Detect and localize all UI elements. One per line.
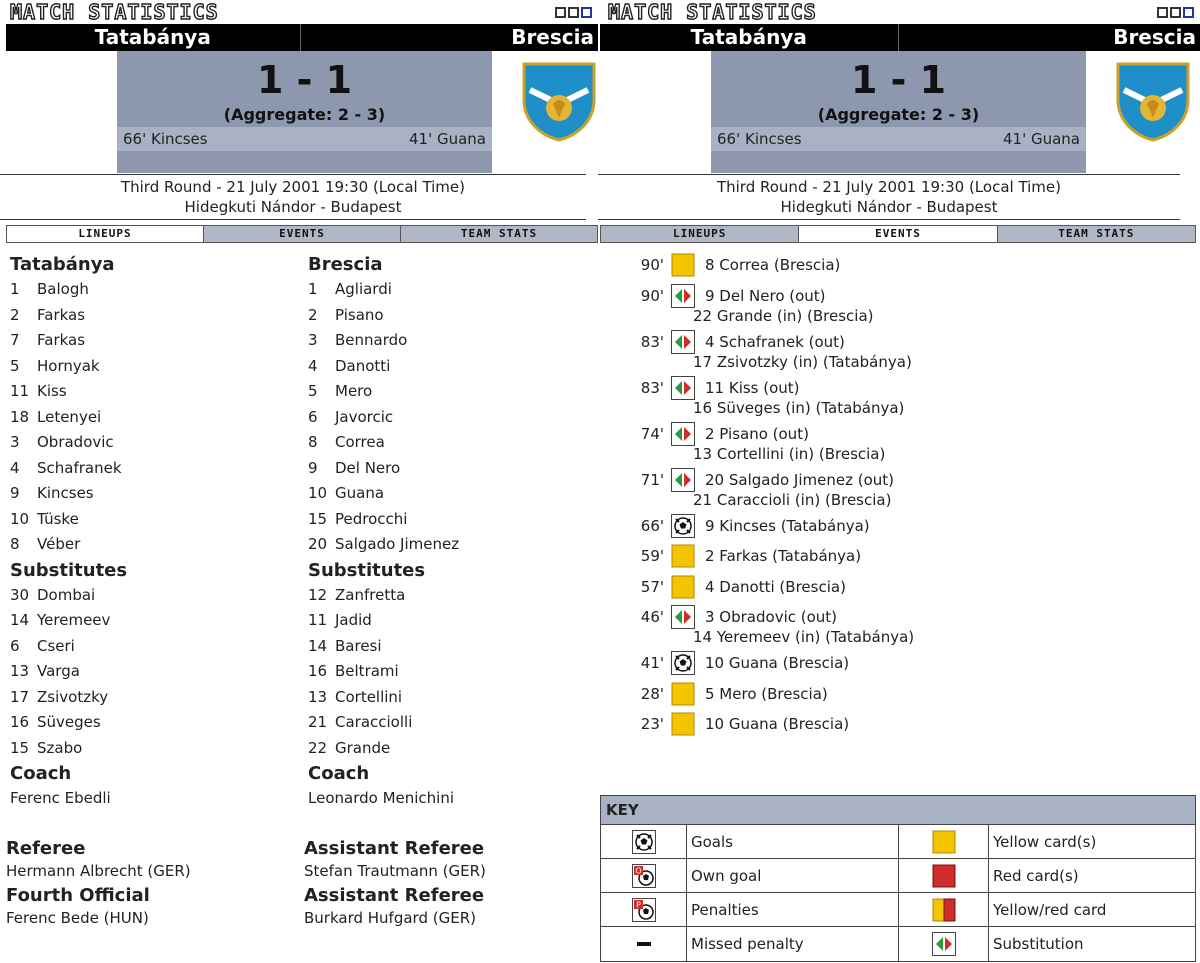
player-row[interactable]	[308, 532, 598, 558]
event-line: 9 Del Nero (out)	[705, 286, 826, 305]
player-row[interactable]	[308, 430, 598, 456]
yellow-card-icon	[671, 682, 695, 706]
substitution-icon	[671, 376, 695, 400]
tab-team-stats[interactable]: TEAM STATS	[401, 226, 597, 242]
player-name: Szabo	[37, 738, 83, 757]
player-name: Caracciolli	[335, 713, 413, 731]
player-name: Zsivotzky	[37, 687, 109, 706]
away-team-name: Brescia	[511, 25, 594, 49]
event-line: 13 Cortellini (in) (Brescia)	[693, 444, 886, 463]
event-minute: 90'	[640, 256, 664, 274]
player-number: 2	[10, 305, 20, 324]
events-list	[598, 252, 1198, 742]
player-row[interactable]	[308, 354, 598, 380]
player-number: 12	[308, 585, 328, 604]
goal-icon	[671, 514, 695, 538]
score-box	[117, 51, 492, 173]
substitute-row[interactable]	[10, 634, 300, 660]
player-number: 4	[308, 356, 318, 375]
event-line: 8 Correa (Brescia)	[705, 256, 841, 274]
key-row	[601, 859, 1195, 893]
event-row	[598, 574, 1198, 605]
match-info	[0, 174, 586, 220]
key-label: Substitution	[993, 935, 1084, 953]
player-number: 30	[10, 585, 30, 604]
team-header	[600, 24, 1200, 51]
event-line: 10 Guana (Brescia)	[705, 654, 850, 672]
player-number: 13	[308, 687, 328, 706]
player-number: 5	[308, 382, 318, 400]
venue: Hidegkuti Nándor - Budapest	[184, 198, 402, 216]
event-row	[598, 711, 1198, 742]
key-label: Yellow card(s)	[993, 832, 1097, 851]
player-name: Dombai	[37, 585, 96, 604]
venue: Hidegkuti Nándor - Budapest	[780, 198, 998, 216]
player-name: Pedrocchi	[335, 509, 408, 528]
player-number: 9	[308, 458, 318, 477]
player-name: Javorcic	[335, 407, 394, 426]
coach-heading: Coach	[308, 763, 370, 784]
yellow-card-icon	[671, 712, 695, 736]
player-name: Cseri	[37, 636, 75, 655]
player-number: 15	[10, 738, 30, 757]
player-row[interactable]	[308, 481, 598, 507]
event-row	[598, 283, 1198, 329]
substitution-icon	[671, 422, 695, 446]
substitute-row[interactable]	[10, 608, 300, 634]
title-bar	[10, 2, 592, 22]
player-number: 8	[308, 433, 318, 451]
substitute-row[interactable]	[308, 659, 598, 685]
player-number: 7	[10, 331, 20, 349]
coach-name: Leonardo Menichini	[308, 789, 455, 807]
player-name: Baresi	[335, 636, 382, 655]
score: 1 - 1	[850, 58, 947, 102]
event-line: 21 Caraccioli (in) (Brescia)	[693, 490, 892, 509]
player-name: Kincses	[37, 484, 94, 502]
red-card-icon	[899, 859, 989, 892]
player-name: Bennardo	[335, 331, 408, 349]
aggregate-score: (Aggregate: 2 - 3)	[817, 105, 980, 124]
tab-events[interactable]: EVENTS	[204, 226, 401, 242]
event-row	[598, 329, 1198, 375]
tab-bar	[600, 225, 1196, 243]
event-minute: 71'	[640, 470, 664, 489]
player-row[interactable]	[10, 456, 300, 482]
player-name: Zanfretta	[335, 585, 406, 604]
scorers	[117, 127, 492, 151]
substitute-row[interactable]	[308, 736, 598, 762]
substitutes-heading: Substitutes	[308, 559, 426, 581]
brescia-crest-icon	[520, 60, 598, 142]
substitute-row[interactable]	[308, 608, 598, 634]
key-row	[601, 927, 1195, 961]
event-row	[598, 543, 1198, 574]
event-minute: 23'	[640, 715, 664, 733]
assistant-referee-label: Assistant Referee	[304, 885, 485, 906]
player-name: Salgado Jimenez	[335, 535, 460, 553]
player-number: 2	[308, 305, 318, 324]
penalty-icon	[601, 893, 687, 926]
event-line: 16 Süveges (in) (Tatabánya)	[693, 398, 905, 417]
panel-title: MATCH STATISTICS	[608, 0, 817, 24]
window-button-icon[interactable]	[1170, 7, 1181, 18]
away-lineup	[308, 252, 598, 812]
window-controls[interactable]	[555, 7, 592, 18]
substitute-row[interactable]	[308, 583, 598, 609]
player-name: Agliardi	[335, 280, 392, 298]
event-minute: 57'	[640, 577, 664, 596]
key-label: Yellow/red card	[993, 900, 1107, 919]
score-box	[711, 51, 1086, 173]
event-text	[705, 513, 870, 544]
window-button-icon[interactable]	[581, 7, 592, 18]
player-row[interactable]	[10, 354, 300, 380]
assistant-referee-label: Assistant Referee	[304, 838, 485, 859]
player-name: Süveges	[37, 713, 101, 731]
key-table	[600, 795, 1196, 962]
player-name: Del Nero	[335, 458, 401, 477]
substitute-row[interactable]	[10, 736, 300, 762]
player-row[interactable]	[10, 303, 300, 329]
team-heading: Brescia	[308, 254, 383, 275]
home-scorer: 66' Kincses	[123, 130, 208, 148]
event-minute: 28'	[640, 684, 664, 703]
goal-icon	[671, 651, 695, 675]
round-info: Third Round - 21 July 2001 19:30 (Local Time)	[716, 178, 1062, 196]
missed-penalty-icon	[601, 927, 687, 961]
player-number: 10	[308, 484, 328, 502]
player-row[interactable]	[10, 430, 300, 456]
event-line: 3 Obradovic (out)	[705, 608, 838, 626]
event-minute: 74'	[640, 424, 664, 443]
player-row[interactable]	[308, 456, 598, 482]
officials-right	[304, 838, 599, 932]
event-text	[693, 467, 894, 513]
tab-lineups[interactable]: LINEUPS	[7, 226, 204, 242]
player-number: 16	[308, 662, 328, 680]
event-line: 4 Schafranek (out)	[705, 332, 845, 351]
player-number: 8	[10, 535, 20, 553]
key-label: Goals	[687, 825, 899, 858]
tab-team-stats[interactable]: TEAM STATS	[998, 226, 1195, 242]
player-row[interactable]	[308, 277, 598, 303]
fourth-official-name: Ferenc Bede (HUN)	[6, 909, 149, 927]
home-lineup	[10, 252, 300, 812]
event-text	[705, 681, 828, 712]
player-number: 22	[308, 738, 328, 757]
player-number: 17	[10, 687, 30, 706]
event-minute: 59'	[640, 547, 664, 565]
player-number: 14	[308, 636, 328, 655]
coach-heading: Coach	[10, 763, 72, 784]
assistant-referee-name: Stefan Trautmann (GER)	[304, 862, 486, 880]
yellow-card-icon	[671, 575, 695, 599]
event-row	[598, 650, 1198, 681]
window-button-icon[interactable]	[568, 7, 579, 18]
event-minute: 41'	[640, 654, 664, 672]
player-row[interactable]	[10, 481, 300, 507]
player-number: 10	[10, 509, 30, 528]
player-number: 1	[308, 280, 318, 298]
player-name: Balogh	[37, 280, 89, 298]
event-line: 20 Salgado Jimenez (out)	[705, 470, 894, 489]
player-name: Tüske	[37, 509, 79, 528]
player-row[interactable]	[308, 507, 598, 533]
goal-icon	[601, 825, 687, 858]
player-number: 3	[308, 331, 318, 349]
home-team-name: Tatabánya	[600, 24, 899, 51]
key-row	[601, 893, 1195, 927]
event-minute: 66'	[640, 516, 664, 535]
title-bar	[608, 2, 1194, 22]
player-number: 13	[10, 662, 30, 680]
svg-text:O: O	[634, 866, 642, 875]
substitution-icon	[671, 284, 695, 308]
player-row[interactable]	[308, 328, 598, 354]
player-name: Correa	[335, 433, 385, 451]
coach-name: Ferenc Ebedli	[10, 789, 111, 807]
panel-title: MATCH STATISTICS	[10, 0, 219, 24]
event-line: 17 Zsivotzky (in) (Tatabánya)	[693, 352, 912, 371]
event-minute: 83'	[640, 332, 664, 351]
aggregate-score: (Aggregate: 2 - 3)	[223, 105, 386, 124]
player-number: 6	[10, 636, 20, 655]
tab-bar	[6, 225, 598, 243]
player-number: 11	[10, 382, 30, 400]
referee-name: Hermann Albrecht (GER)	[6, 862, 191, 880]
score: 1 - 1	[256, 58, 353, 102]
away-team-name: Brescia	[1113, 25, 1196, 49]
event-text	[693, 329, 912, 375]
player-row[interactable]	[10, 405, 300, 431]
player-number: 4	[10, 458, 20, 477]
event-text	[705, 711, 849, 742]
home-scorer: 66' Kincses	[717, 130, 802, 148]
player-number: 16	[10, 713, 30, 731]
event-line: 22 Grande (in) (Brescia)	[693, 306, 874, 325]
event-row	[598, 681, 1198, 712]
substitute-row[interactable]	[308, 710, 598, 736]
fourth-official-label: Fourth Official	[6, 885, 150, 906]
substitution-icon	[671, 468, 695, 492]
player-name: Obradovic	[37, 433, 114, 451]
substitute-row[interactable]	[10, 659, 300, 685]
key-label: Own goal	[687, 859, 899, 892]
player-name: Letenyei	[37, 407, 102, 426]
player-number: 21	[308, 713, 328, 731]
tab-events[interactable]: EVENTS	[799, 226, 997, 242]
substitution-icon	[899, 927, 989, 961]
player-number: 18	[10, 407, 30, 426]
event-minute: 46'	[640, 608, 664, 626]
team-header	[6, 24, 598, 51]
player-name: Farkas	[37, 331, 86, 349]
event-text	[693, 283, 874, 329]
player-name: Schafranek	[37, 458, 122, 477]
yellow-card-icon	[671, 253, 695, 277]
player-row[interactable]	[308, 303, 598, 329]
player-name: Jadid	[335, 611, 372, 629]
key-title: KEY	[601, 796, 1195, 825]
player-number: 20	[308, 535, 328, 553]
event-row	[598, 375, 1198, 421]
player-row[interactable]	[308, 405, 598, 431]
home-team-name: Tatabánya	[6, 24, 301, 51]
player-row[interactable]	[10, 328, 300, 354]
event-text	[693, 421, 886, 467]
player-name: Beltrami	[335, 662, 399, 680]
substitute-row[interactable]	[10, 710, 300, 736]
player-name: Danotti	[335, 356, 391, 375]
event-line: 2 Farkas (Tatabánya)	[705, 547, 862, 565]
window-button-icon[interactable]	[1157, 7, 1168, 18]
player-number: 1	[10, 280, 20, 298]
player-name: Pisano	[335, 305, 384, 324]
player-name: Grande	[335, 738, 391, 757]
key-row	[601, 825, 1195, 859]
yellow-red-card-icon	[899, 893, 989, 926]
away-scorer: 41' Guana	[409, 130, 486, 148]
assistant-referee-name: Burkard Hufgard (GER)	[304, 909, 476, 927]
substitution-icon	[671, 330, 695, 354]
event-row	[598, 421, 1198, 467]
player-name: Véber	[37, 535, 81, 553]
player-row[interactable]	[308, 379, 598, 405]
window-button-icon[interactable]	[555, 7, 566, 18]
event-line: 5 Mero (Brescia)	[705, 684, 828, 703]
player-number: 3	[10, 433, 20, 451]
substitutes-heading: Substitutes	[10, 559, 128, 581]
event-line: 4 Danotti (Brescia)	[705, 577, 846, 596]
player-number: 5	[10, 356, 20, 375]
player-name: Mero	[335, 382, 373, 400]
referee-label: Referee	[6, 838, 86, 859]
event-line: 10 Guana (Brescia)	[705, 715, 850, 733]
player-name: Hornyak	[37, 356, 100, 375]
yellow-card-icon	[899, 825, 989, 858]
brescia-crest-icon	[1114, 60, 1192, 142]
lineups-panel	[0, 0, 598, 963]
player-name: Cortellini	[335, 687, 403, 706]
player-name: Varga	[37, 662, 80, 680]
player-name: Kiss	[37, 382, 67, 400]
scorers	[711, 127, 1086, 151]
svg-text:P: P	[635, 900, 641, 909]
event-row	[598, 467, 1198, 513]
event-text	[705, 650, 849, 681]
event-line: 14 Yeremeev (in) (Tatabánya)	[693, 628, 915, 646]
team-heading: Tatabánya	[10, 254, 115, 275]
window-controls[interactable]	[1157, 7, 1194, 18]
event-minute: 90'	[640, 286, 664, 305]
yellow-card-icon	[671, 544, 695, 568]
player-name: Farkas	[37, 305, 86, 324]
key-label: Red card(s)	[993, 866, 1079, 885]
substitute-row[interactable]	[10, 685, 300, 711]
player-number: 15	[308, 509, 328, 528]
event-row	[598, 252, 1198, 283]
event-line: 9 Kincses (Tatabánya)	[705, 516, 870, 535]
player-number: 6	[308, 407, 318, 426]
key-label: Penalties	[687, 893, 899, 926]
player-row[interactable]	[10, 532, 300, 558]
round-info: Third Round - 21 July 2001 19:30 (Local Time)	[120, 178, 466, 196]
player-number: 14	[10, 611, 30, 629]
player-row[interactable]	[10, 379, 300, 405]
player-name: Yeremeev	[37, 611, 111, 629]
event-text	[705, 574, 846, 605]
event-row	[598, 513, 1198, 544]
event-line: 2 Pisano (out)	[705, 424, 809, 443]
event-row	[598, 604, 1198, 650]
player-number: 11	[308, 611, 328, 629]
tab-lineups[interactable]: LINEUPS	[601, 226, 799, 242]
event-minute: 83'	[640, 378, 664, 397]
player-row[interactable]	[10, 507, 300, 533]
player-number: 9	[10, 484, 20, 502]
match-info	[598, 174, 1180, 220]
event-text	[705, 543, 861, 574]
substitute-row[interactable]	[308, 685, 598, 711]
substitute-row[interactable]	[10, 583, 300, 609]
officials-left	[6, 838, 301, 932]
substitute-row[interactable]	[308, 634, 598, 660]
own-goal-icon	[601, 859, 687, 892]
player-row[interactable]	[10, 277, 300, 303]
event-line: 11 Kiss (out)	[705, 378, 800, 397]
event-text	[705, 252, 840, 283]
key-label: Missed penalty	[687, 927, 899, 961]
player-name: Guana	[335, 484, 385, 502]
away-scorer: 41' Guana	[1003, 130, 1080, 148]
event-text	[693, 375, 905, 421]
event-text	[693, 604, 915, 650]
substitution-icon	[671, 605, 695, 629]
window-button-icon[interactable]	[1183, 7, 1194, 18]
